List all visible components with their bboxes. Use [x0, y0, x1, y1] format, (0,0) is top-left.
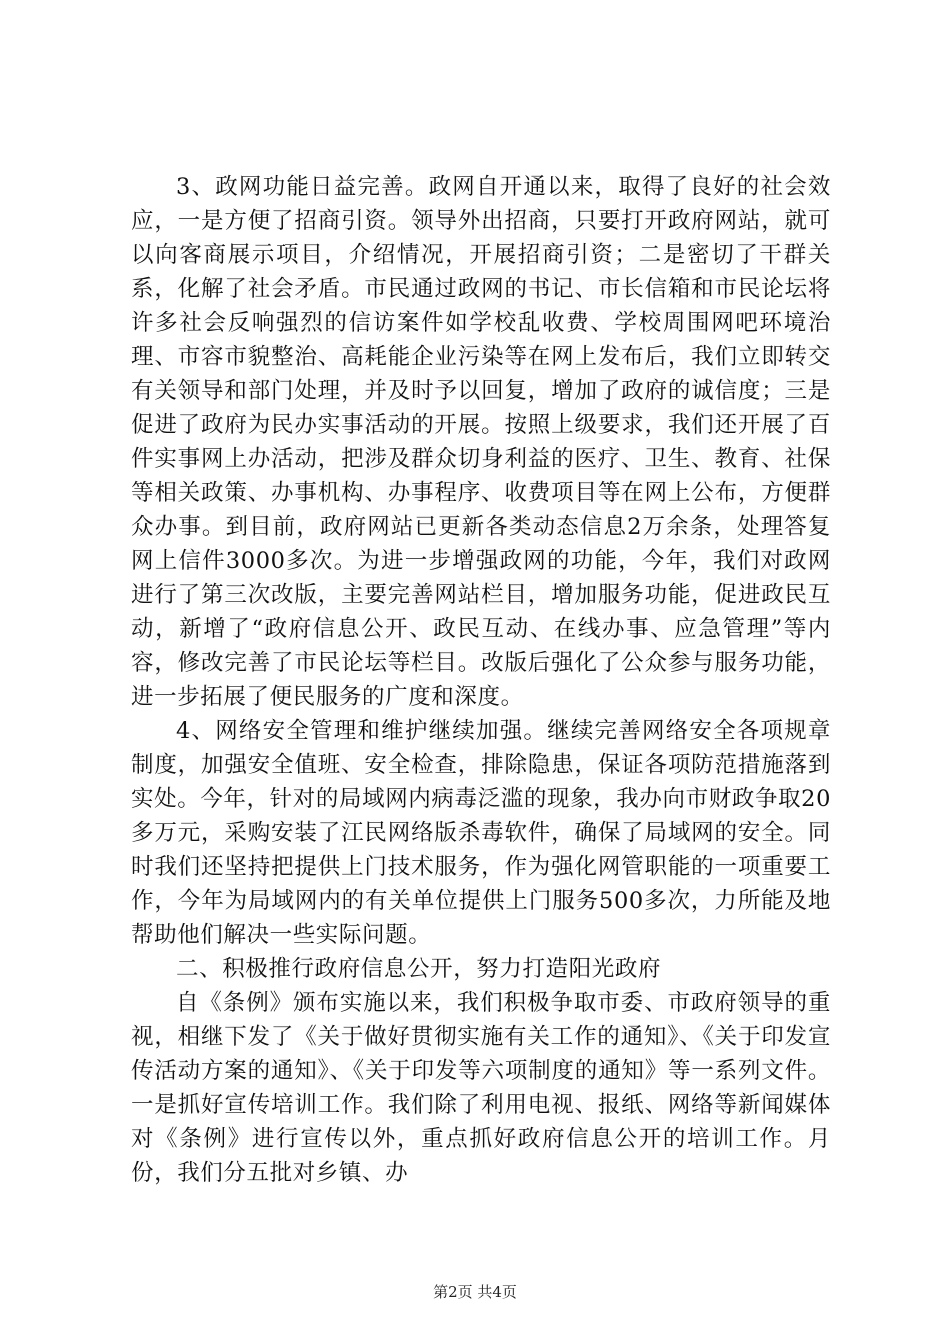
page-footer: 第2页 共4页 — [433, 1283, 517, 1301]
paragraph-network-functions: 3、政网功能日益完善。政网自开通以来，取得了良好的社会效应，一是方便了招商引资。领导外出招商，只要打开政府网站，就可以向客商展示项目，介绍情况，开展招商引资；二是密切了干群关系，化解了社会矛盾。市民通过政网的书记、市长信箱和市民论坛将许多社会反响强烈的信访案件如学校乱收费、学校周围网吧环境治理、市容市貌整治、高耗能企业污染等在网上发布后，我们立即转交有关领导和部门处理，并及时予以回复，增加了政府的诚信度；三是促进了政府为民办实事活动的开展。按照上级要求，我们还开展了百件实事网上办活动，把涉及群众切身利益的医疗、卫生、教育、社保等相关政策、办事机构、办事程序、收费项目等在网上公布，方便群众办事。到目前，政府网站已更新各类动态信息2万余条，处理答复网上信件3000多次。为进一步增强政网的功能，今年，我们对政网进行了第三次改版，主要完善网站栏目，增加服务功能，促进政民互动，新增了“政府信息公开、政民互动、在线办事、应急管理”等内容，修改完善了市民论坛等栏目。改版后强化了公众参与服务功能，进一步拓展了便民服务的广度和深度。 — [131, 174, 831, 710]
paragraph-info-disclosure: 自《条例》颁布实施以来，我们积极争取市委、市政府领导的重视，相继下发了《关于做好贯彻实施有关工作的通知》、《关于印发宣传活动方案的通知》、《关于印发等六项制度的通知》等一系列文件。一是抓好宣传培训工作。我们除了利用电视、报纸、网络等新闻媒体对《条例》进行宣传以外，重点抓好政府信息公开的培训工作。月份，我们分五批对乡镇、办 — [131, 990, 831, 1186]
section-heading: 二、积极推行政府信息公开，努力打造阳光政府 — [176, 956, 662, 982]
paragraph-network-security: 4、网络安全管理和维护继续加强。继续完善网络安全各项规章制度，加强安全值班、安全检查，排除隐患，保证各项防范措施落到实处。今年，针对的局域网内病毒泛滥的现象，我办向市财政争取20多万元，采购安装了江民网络版杀毒软件，确保了局域网的安全。同时我们还坚持把提供上门技术服务，作为强化网管职能的一项重要工作，今年为局域网内的有关单位提供上门服务500多次，力所能及地帮助他们解决一些实际问题。 — [131, 718, 831, 948]
document-body — [131, 170, 831, 1190]
